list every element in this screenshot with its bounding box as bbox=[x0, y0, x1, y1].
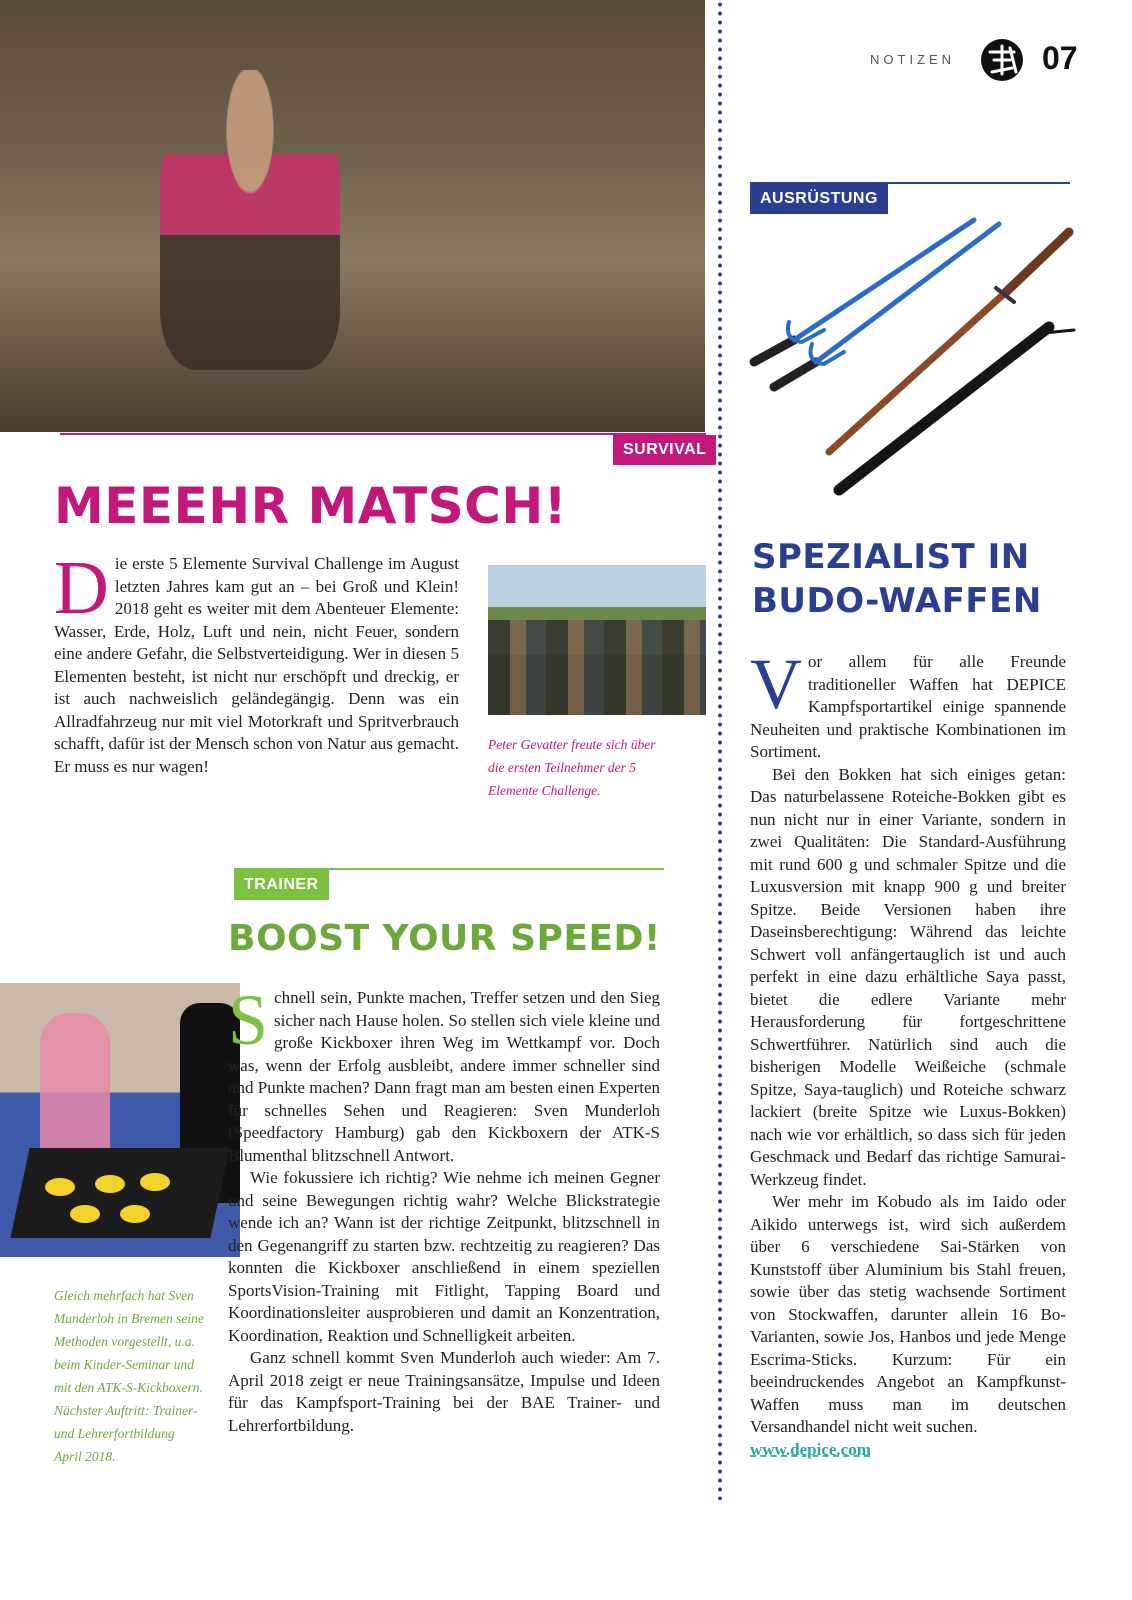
depice-website-link[interactable]: www.depice.com bbox=[750, 1439, 871, 1459]
board-dot bbox=[70, 1205, 100, 1223]
survival-body bbox=[54, 546, 459, 778]
board-dot bbox=[45, 1178, 75, 1196]
trainer-paragraph-1: chnell sein, Punkte machen, Treffer setzen und den Sieg sicher nach Hause holen. So stellen sich viele kleine und große Kickboxer ihren Weg im Wettkampf vor. Doch was, wenn der Erfolg ausbleibt, andere immer schneller sind und Punkte machen? Dann fragt man am besten einen Experten für schnelles Sehen und Reagieren: Sven Munderloh (Speedfactory Hamburg) gab den Kickboxern der ATK-S Blumenthal blitzschnell Antwort. bbox=[228, 988, 660, 1165]
trainer-paragraph-2: Wie fokussiere ich richtig? Wie nehme ich meinen Gegner und seine Bewegungen richtig wahr? Welche Blickstrategie wende ich an? Wann ist der richtige Zeitpunkt, blitzschnell in den Gegenangriff zu starten bzw. rechtzeitig zu reagieren? Das konnten die Kickboxer anschließend in einem speziellen SportsVision-Training mit Fitlight, Tapping Board und Koordinationsleiter ausprobieren und damit an Konzentration, Koordination, Reaktion und Schnelligkeit arbeiten. bbox=[228, 1168, 660, 1345]
trainer-caption: Gleich mehrfach hat Sven Munderloh in Bremen seine Methoden vorgestellt, u.a. beim Kinder-Seminar und mit den ATK-S-Kickboxern. Nächster Auftritt: Trainer- und Lehrerfortbildung April 2018. bbox=[54, 1288, 204, 1464]
survival-tag: SURVIVAL bbox=[613, 435, 716, 465]
page-number: 07 bbox=[1042, 40, 1078, 76]
participants-figures bbox=[488, 620, 706, 715]
equipment-dropcap: V bbox=[750, 644, 802, 724]
trainer-body bbox=[228, 980, 660, 1437]
equipment-tag: AUSRÜSTUNG bbox=[750, 184, 888, 214]
budo-weapons-illustration bbox=[744, 212, 1096, 514]
survival-caption: Peter Gevatter freute sich über die ersten Teilnehmer der 5 Elemente Challenge. bbox=[488, 737, 656, 798]
sai-weapon bbox=[754, 220, 974, 362]
equipment-paragraph-3: Wer mehr im Kobudo als im Iaido oder Aikido unterwegs ist, wird sich außerdem über 6 verschiedene Sai-Stärken von Kunststoff über Aluminium bis Stahl freuen, sowie über das stetig wachsende Sortiment von Stockwaffen, darunter allein 16 Bo-Varianten, sowie Jos, Hanbos und jede Menge Escrima-Sticks. Kurzum: Für ein beeindruckendes Angebot an Kampfkunst-Waffen muss man im deutschen Versandhandel nicht weit suchen. bbox=[750, 1192, 1066, 1436]
board-dot bbox=[120, 1205, 150, 1223]
equipment-headline bbox=[752, 535, 1042, 623]
survival-paragraph: ie erste 5 Elemente Survival Challenge im August letzten Jahres kam gut an – bei Groß und Klein! 2018 geht es weiter mit dem Abenteuer Elemente: Wasser, Erde, Holz, Luft und nein, nicht Feuer, sondern eine andere Gefahr, die Selbstverteidigung. Wer in diesen 5 Elementen besteht, ist nicht nur erschöpft und dreckig, er ist auch nachweislich geländegängig. Denn was ein Allradfahrzeug nur mit viel Motorkraft und Spritverbrauch schafft, dafür ist der Mensch schon von Natur aus gemacht. Er muss es nur wagen! bbox=[54, 554, 459, 776]
trainer-paragraph-3: Ganz schnell kommt Sven Munderloh auch wieder: Am 7. April 2018 zeigt er neue Trainingsansätze, Impulse und Ideen für das Kampfsport-Training bei der BAE Trainer- und Lehrerfortbildung. bbox=[228, 1348, 660, 1435]
trainer-dropcap: S bbox=[228, 980, 269, 1060]
kid-figure bbox=[40, 1013, 110, 1163]
sai-weapon bbox=[774, 224, 999, 387]
board-dot bbox=[95, 1175, 125, 1193]
survival-headline: MEEEHR MATSCH! bbox=[54, 477, 568, 535]
equipment-headline-line1: SPEZIALIST IN bbox=[752, 537, 1030, 577]
trainer-headline: BOOST YOUR SPEED! bbox=[228, 918, 661, 959]
column-divider bbox=[718, 0, 722, 1500]
budo-kanji-logo-icon bbox=[980, 38, 1024, 82]
mud-runner-photo bbox=[0, 0, 705, 432]
kids-seminar-photo bbox=[0, 983, 240, 1257]
tapping-board bbox=[10, 1148, 229, 1238]
trainer-tag: TRAINER bbox=[234, 870, 329, 900]
survival-rule bbox=[60, 433, 706, 435]
survival-dropcap: D bbox=[54, 546, 109, 630]
equipment-body bbox=[750, 644, 1066, 1461]
board-dot bbox=[140, 1173, 170, 1191]
equipment-headline-line2: BUDO-WAFFEN bbox=[752, 581, 1042, 621]
section-label: NOTIZEN bbox=[870, 52, 956, 67]
runner-figure bbox=[160, 70, 340, 370]
equipment-paragraph-1: or allem für alle Freunde traditioneller Waffen hat DEPICE Kampfsportartikel einige spannende Neuheiten und praktische Kombinationen im Sortiment. bbox=[750, 652, 1066, 761]
equipment-paragraph-2: Bei den Bokken hat sich einiges getan: Das naturbelassene Roteiche-Bokken gibt es nun nicht nur in einer Variante, sondern in zwei Qualitäten: Die Standard-Ausführung mit rund 600 g und schmaler Spitze und die Luxusversion mit knapp 900 g und breiter Spitze. Beide Versionen haben ihre Daseinsberechtigung: Während das leichte Schwert voll anfängertauglich ist und auch perfekt in eine dazu erhältliche Saya passt, bietet die edlere Variante mehr Herausforderung für fortgeschrittene Schwertführer. Natürlich sind auch die bisherigen Modelle Weißeiche (schmale Spitze, Saya-tauglich) und Roteiche schwarz lackiert (breite Spitze wie Luxus-Bokken) nach wie vor erhältlich, so dass sich für jeden Geschmack und Bedarf das richtige Samurai-Werkzeug findet. bbox=[750, 764, 1066, 1189]
challenge-participants-photo bbox=[488, 565, 706, 715]
